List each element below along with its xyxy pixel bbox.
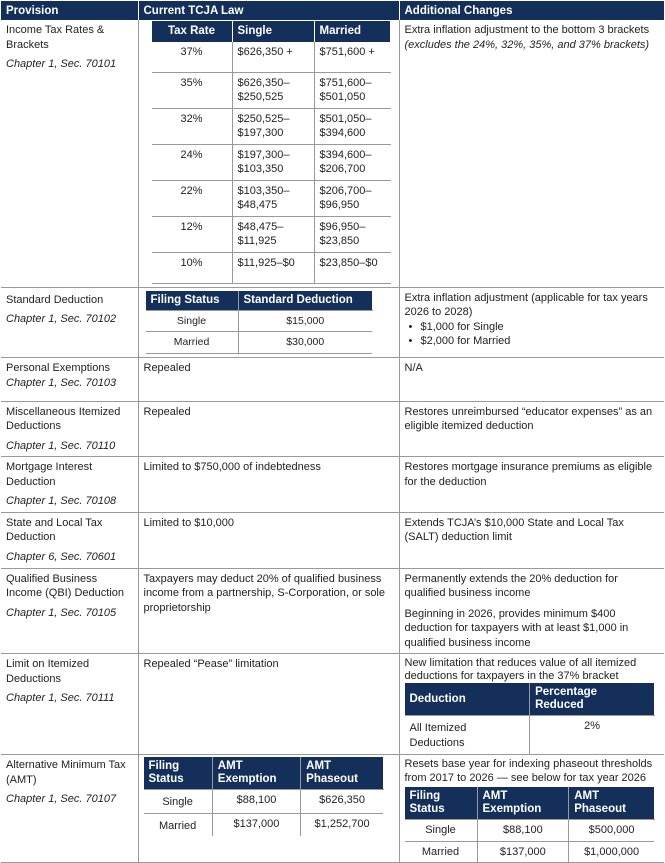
standard-deduction-table: [146, 291, 373, 354]
provision-citation: Chapter 1, Sec. 70101: [6, 58, 117, 70]
table-row: Married $137,000 $1,000,000: [405, 841, 655, 862]
bracket-row: 35% $626,350– $250,525 $751,600– $501,050: [152, 72, 391, 108]
col-amt-exemption: AMT Exemption: [477, 787, 569, 820]
list-item: • $2,000 for Married: [421, 334, 660, 349]
header-row: [1, 1, 664, 20]
bracket-row: 32% $250,525– $197,300 $501,050– $394,600: [152, 108, 391, 144]
bracket-row: 12% $48,475– $11,925 $96,950– $23,850: [152, 216, 391, 252]
row-misc-itemized: [1, 401, 664, 457]
tax-bracket-table: [152, 21, 392, 284]
col-percentage-reduced: Percentage Reduced: [530, 683, 654, 716]
current-law-text: Repealed: [138, 357, 399, 401]
change-text: Extra inflation adjustment (applicable for tax years 2026 to 2028): [404, 291, 648, 318]
change-text: N/A: [399, 357, 664, 401]
change-text: Restores mortgage insurance premiums as eligible for the deduction: [399, 457, 664, 513]
provision-citation: Chapter 1, Sec. 70107: [6, 793, 117, 805]
current-law-text: Repealed: [138, 401, 399, 457]
col-tax-rate: Tax Rate: [152, 21, 233, 42]
table-row: Married $137,000 $1,252,700: [144, 813, 384, 836]
current-law-text: Repealed “Pease” limitation: [138, 654, 399, 755]
provisions-document: [1, 1, 664, 858]
header-current-law: Current TCJA Law: [138, 1, 399, 20]
table-row: Single $88,100 $626,350: [144, 790, 384, 814]
provision-citation: Chapter 1, Sec. 70108: [6, 495, 117, 507]
header-additional-changes: Additional Changes: [399, 1, 664, 20]
row-amt: [1, 755, 664, 863]
col-amt-phaseout: AMT Phaseout: [301, 757, 383, 790]
change-bullets: [405, 320, 660, 349]
change-text: Extra inflation adjustment to the bottom 3 brackets: [404, 24, 650, 36]
col-deduction: Deduction: [405, 683, 530, 716]
provision-name: Alternative Minimum Tax (AMT): [6, 759, 126, 786]
provision-citation: Chapter 6, Sec. 70601: [6, 550, 117, 563]
table-row: Single $15,000: [146, 310, 373, 332]
col-amt-exemption: AMT Exemption: [212, 757, 300, 790]
bracket-row: 24% $197,300– $103,350 $394,600– $206,700: [152, 144, 391, 180]
provision-name: Income Tax Rates & Brackets: [6, 24, 105, 51]
row-income-tax-rates: [1, 20, 664, 287]
current-law-text: Limited to $10,000: [138, 512, 399, 568]
col-filing-status: Filing Status: [146, 291, 239, 311]
provision-name: Mortgage Interest Deduction: [6, 461, 93, 488]
row-qbi: [1, 568, 664, 654]
row-standard-deduction: [1, 287, 664, 357]
row-salt: [1, 512, 664, 568]
col-filing-status: Filing Status: [405, 787, 478, 820]
change-note: (excludes the 24%, 32%, 35%, and 37% brackets): [404, 38, 650, 51]
change-text: Beginning in 2026, provides minimum $400 deduction for taxpayers with at least $1,000 in qualified business income: [404, 607, 629, 649]
provision-name: State and Local Tax Deduction: [6, 516, 103, 543]
amt-new-table: [405, 787, 655, 862]
change-text: Restores unreimbursed “educator expenses” as an eligible itemized deduction: [399, 401, 664, 457]
col-single: Single: [232, 21, 314, 42]
table-row: All Itemized Deductions 2%: [405, 716, 655, 755]
table-row: Married $30,000: [146, 332, 373, 354]
row-mortgage-interest: [1, 457, 664, 513]
bracket-row: 22% $103,350– $48,475 $206,700– $96,950: [152, 180, 391, 216]
change-text: New limitation that reduces value of all itemized deductions for taxpayers in the 37% bracket: [404, 657, 637, 682]
current-law-text: Limited to $750,000 of indebtedness: [138, 457, 399, 513]
row-limit-itemized: [1, 654, 664, 755]
provision-citation: Chapter 1, Sec. 70103: [6, 377, 117, 389]
change-text: Permanently extends the 20% deduction for qualified business income: [404, 572, 618, 599]
provision-name: Limit on Itemized Deductions: [6, 658, 90, 685]
col-married: Married: [314, 21, 391, 42]
bracket-row: 10% $11,925–$0 $23,850–$0: [152, 252, 391, 283]
provision-citation: Chapter 1, Sec. 70110: [6, 439, 116, 452]
col-amt-phaseout: AMT Phaseout: [569, 787, 654, 820]
header-provision: Provision: [1, 1, 138, 20]
provision-name: Qualified Business Income (QBI) Deduction: [6, 572, 124, 599]
col-standard-deduction: Standard Deduction: [238, 291, 372, 311]
provision-name: Personal Exemptions: [6, 361, 110, 374]
itemized-limit-table: [405, 683, 655, 754]
provision-citation: Chapter 1, Sec. 70105: [6, 606, 117, 619]
provision-name: Standard Deduction: [6, 293, 104, 306]
change-text: Resets base year for indexing phaseout thresholds from 2017 to 2026 — see below for tax year 2026: [404, 758, 653, 784]
table-row: Single $88,100 $500,000: [405, 820, 655, 842]
amt-current-table: [144, 757, 384, 836]
provisions-table: [1, 1, 664, 863]
provision-name: Miscellaneous Itemized Deductions: [6, 405, 121, 432]
provision-citation: Chapter 1, Sec. 70111: [6, 692, 115, 704]
col-filing-status: Filing Status: [144, 757, 213, 790]
row-personal-exemptions: [1, 357, 664, 401]
list-item: • $1,000 for Single: [421, 320, 660, 335]
bracket-row: 37% $626,350 + $751,600 +: [152, 42, 391, 73]
current-law-text: Taxpayers may deduct 20% of qualified business income from a partnership, S-Corporation, or sole proprietorship: [138, 568, 399, 654]
change-text: Extends TCJA’s $10,000 State and Local Tax (SALT) deduction limit: [399, 512, 664, 568]
provision-citation: Chapter 1, Sec. 70102: [6, 313, 117, 325]
